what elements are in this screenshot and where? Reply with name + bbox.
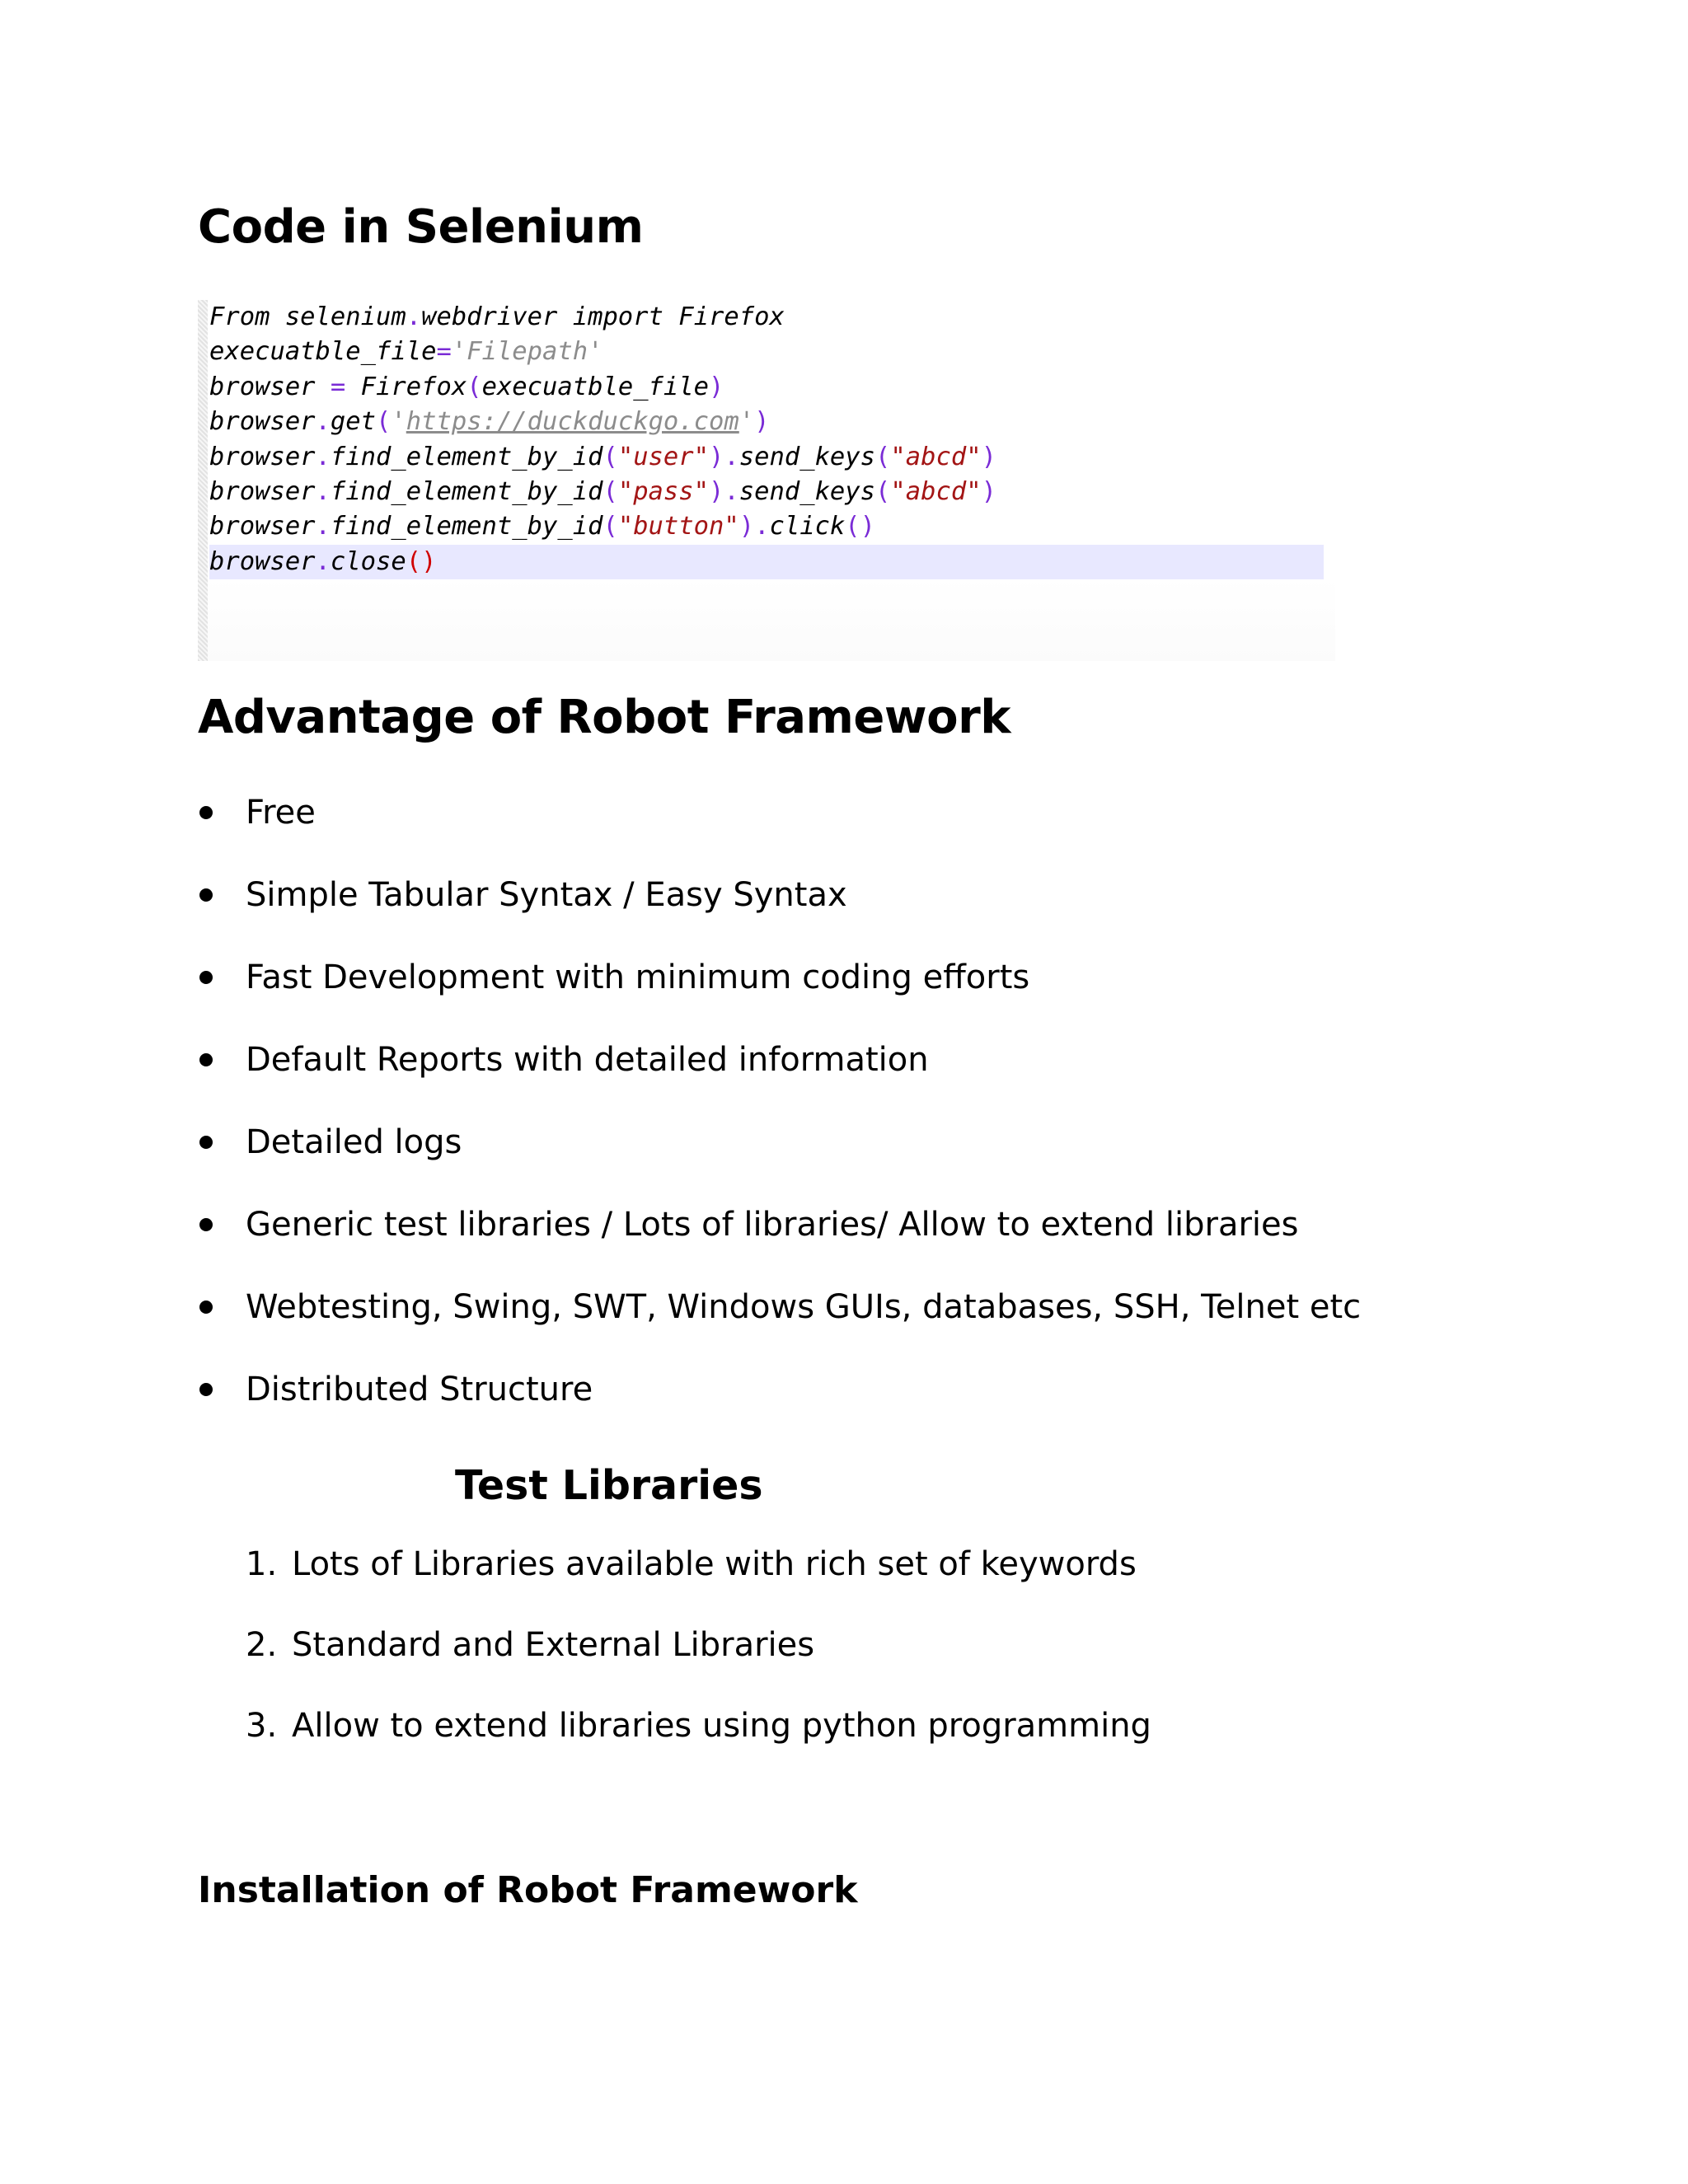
code-token: browser bbox=[209, 372, 331, 401]
libraries-item-number: 1. bbox=[246, 1545, 278, 1583]
bullet-icon bbox=[199, 806, 213, 819]
code-line bbox=[209, 545, 1324, 579]
advantage-item-text: Default Reports with detailed information bbox=[246, 1041, 929, 1079]
code-token: "user" bbox=[617, 442, 710, 471]
bullet-icon bbox=[199, 888, 213, 902]
advantage-item bbox=[246, 1287, 1361, 1327]
code-token: ( bbox=[603, 442, 618, 471]
code-token: ( bbox=[376, 407, 392, 437]
bullet-icon bbox=[199, 1218, 213, 1231]
code-token: ( bbox=[467, 372, 482, 401]
code-token: browser bbox=[209, 476, 316, 506]
advantage-item-text: Generic test libraries / Lots of libraries/ Allow to extend libraries bbox=[246, 1206, 1299, 1244]
advantage-item bbox=[246, 875, 847, 915]
code-token: ). bbox=[709, 442, 739, 471]
code-token: browser bbox=[209, 512, 316, 541]
code-token: browser bbox=[209, 442, 316, 471]
advantage-item bbox=[246, 793, 316, 832]
advantage-item-text: Free bbox=[246, 794, 316, 832]
advantage-item-text: Distributed Structure bbox=[246, 1371, 593, 1408]
code-token: send_keys bbox=[738, 476, 876, 506]
code-token: () bbox=[406, 546, 437, 576]
bullet-icon bbox=[199, 1053, 213, 1066]
code-token: browser bbox=[209, 407, 316, 437]
code-token: get bbox=[330, 407, 377, 437]
bullet-icon bbox=[199, 1383, 213, 1396]
code-line bbox=[209, 335, 1335, 369]
libraries-item-number: 3. bbox=[246, 1707, 278, 1745]
code-snippet bbox=[198, 300, 1335, 661]
advantage-item-text: Webtesting, Swing, SWT, Windows GUIs, databases, SSH, Telnet etc bbox=[246, 1288, 1362, 1326]
code-token: execuatble_file bbox=[481, 372, 710, 401]
advantage-item bbox=[246, 1040, 929, 1080]
advantage-item-text: Simple Tabular Syntax / Easy Syntax bbox=[246, 876, 847, 914]
code-line bbox=[209, 475, 1335, 509]
bullet-icon bbox=[199, 1301, 213, 1314]
libraries-item-number: 2. bbox=[246, 1626, 278, 1664]
code-line bbox=[209, 300, 1335, 335]
code-token: . bbox=[315, 407, 331, 437]
code-token: ). bbox=[709, 476, 739, 506]
code-token: https://duckduckgo.com bbox=[406, 407, 739, 437]
code-line bbox=[209, 405, 1335, 439]
code-token: "abcd" bbox=[890, 442, 982, 471]
code-token: webdriver import Firefox bbox=[421, 302, 785, 331]
libraries-section-heading: Test Libraries bbox=[455, 1462, 763, 1509]
code-line bbox=[209, 509, 1335, 544]
code-token: . bbox=[315, 512, 331, 541]
code-lines bbox=[209, 300, 1335, 579]
advantage-item bbox=[246, 958, 1029, 997]
code-token: . bbox=[315, 476, 331, 506]
code-gutter bbox=[198, 300, 208, 661]
code-token: find_element_by_id bbox=[330, 476, 603, 506]
code-line bbox=[209, 440, 1335, 475]
code-token: ( bbox=[875, 476, 891, 506]
code-empty-area bbox=[208, 577, 1335, 661]
code-token: ( bbox=[603, 512, 618, 541]
code-token: () bbox=[845, 512, 876, 541]
code-token: find_element_by_id bbox=[330, 442, 603, 471]
code-token: "pass" bbox=[617, 476, 710, 506]
bullet-icon bbox=[199, 1136, 213, 1149]
code-token: ( bbox=[875, 442, 891, 471]
code-token: ). bbox=[738, 512, 770, 541]
code-token: Firefox bbox=[345, 372, 467, 401]
installation-section-heading: Installation of Robot Framework bbox=[198, 1869, 858, 1911]
code-token: execuatble_file bbox=[209, 337, 437, 367]
code-line bbox=[209, 370, 1335, 405]
advantage-section-heading: Advantage of Robot Framework bbox=[198, 691, 1010, 744]
advantage-item bbox=[246, 1205, 1298, 1244]
code-token: click bbox=[769, 512, 846, 541]
code-token: = bbox=[436, 337, 452, 367]
code-token: = bbox=[330, 372, 346, 401]
advantage-item-text: Detailed logs bbox=[246, 1123, 462, 1161]
advantage-item-text: Fast Development with minimum coding efforts bbox=[246, 958, 1030, 996]
libraries-item-text: Standard and External Libraries bbox=[292, 1626, 815, 1664]
code-token: 'Filepath' bbox=[451, 337, 603, 367]
code-token: close bbox=[330, 546, 406, 576]
code-token: "button" bbox=[617, 512, 739, 541]
code-token: ( bbox=[603, 476, 618, 506]
libraries-item-text: Lots of Libraries available with rich set of keywords bbox=[292, 1545, 1137, 1583]
advantage-item bbox=[246, 1122, 462, 1162]
code-token: ) bbox=[754, 407, 770, 437]
code-token: . bbox=[315, 442, 331, 471]
code-token: From selenium bbox=[209, 302, 406, 331]
code-token: ' bbox=[391, 407, 406, 437]
code-token: . bbox=[315, 546, 331, 576]
bullet-icon bbox=[199, 971, 213, 984]
code-token: "abcd" bbox=[890, 476, 982, 506]
libraries-item bbox=[246, 1706, 1151, 1746]
code-token: browser bbox=[209, 546, 316, 576]
code-token: find_element_by_id bbox=[330, 512, 603, 541]
libraries-item-text: Allow to extend libraries using python programming bbox=[292, 1707, 1151, 1745]
code-token: ' bbox=[738, 407, 755, 437]
code-token: ) bbox=[709, 372, 724, 401]
code-token: . bbox=[406, 302, 422, 331]
libraries-item bbox=[246, 1544, 1137, 1584]
advantage-item bbox=[246, 1370, 593, 1409]
libraries-item bbox=[246, 1625, 814, 1665]
code-token: ) bbox=[981, 476, 996, 506]
code-token: send_keys bbox=[738, 442, 876, 471]
code-section-heading: Code in Selenium bbox=[198, 200, 644, 254]
code-token: ) bbox=[981, 442, 996, 471]
